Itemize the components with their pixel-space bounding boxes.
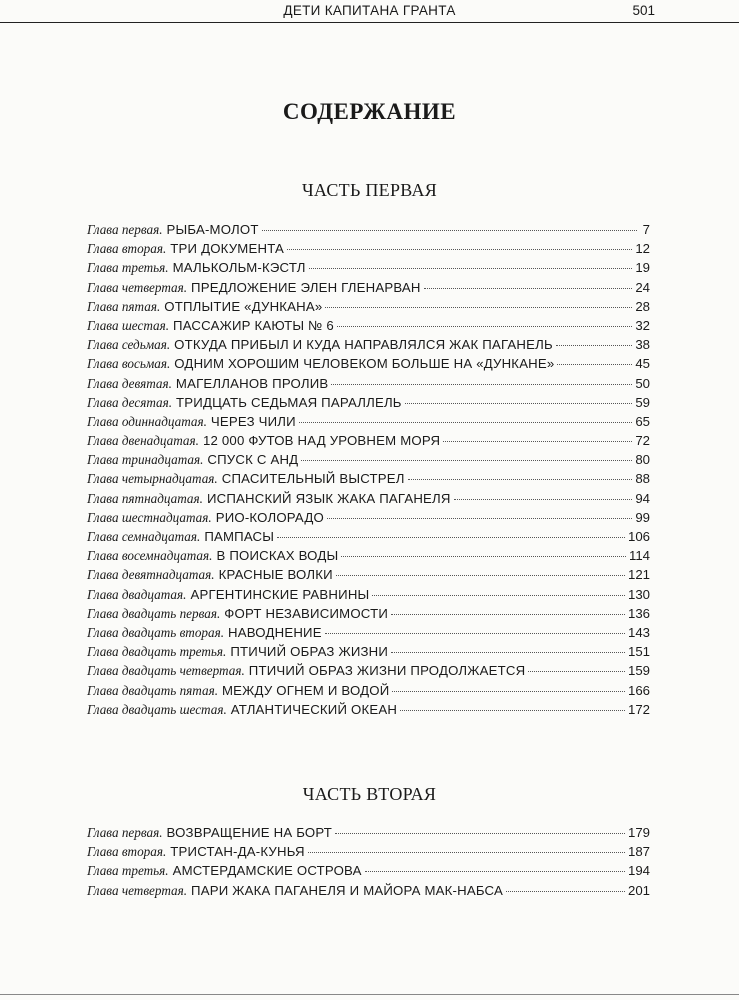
chapter-title: ОТПЛЫТИЕ «ДУНКАНА»	[164, 298, 323, 314]
chapter-page-number: 88	[635, 471, 650, 487]
chapter-label: Глава восьмая.	[87, 356, 171, 372]
toc-entry	[87, 700, 650, 719]
chapter-title: ТРИДЦАТЬ СЕДЬМАЯ ПАРАЛЛЕЛЬ	[176, 394, 402, 410]
dot-leader	[528, 671, 625, 672]
chapter-page-number: 136	[627, 605, 650, 621]
dot-leader	[308, 852, 625, 853]
chapter-label: Глава двадцать вторая.	[87, 624, 225, 640]
chapter-page-number: 179	[627, 825, 650, 840]
chapter-label: Глава десятая.	[87, 394, 173, 410]
chapter-title: АМСТЕРДАМСКИЕ ОСТРОВА	[172, 863, 362, 879]
chapter-label: Глава тринадцатая.	[87, 452, 204, 468]
chapter-title: ФОРТ НЕЗАВИСИМОСТИ	[224, 605, 389, 621]
dot-leader	[337, 326, 632, 327]
contents-title: СОДЕРЖАНИЕ	[282, 99, 457, 124]
chapter-title: ПАССАЖИР КАЮТЫ № 6	[173, 317, 334, 333]
toc-entry	[87, 335, 650, 354]
chapter-page-number: 24	[635, 279, 650, 295]
chapter-page-number: 187	[627, 844, 650, 860]
chapter-title: ТРИ ДОКУМЕНТА	[170, 241, 285, 257]
chapter-label: Глава девятнадцатая.	[87, 567, 215, 583]
chapter-label: Глава двадцать пятая.	[87, 682, 218, 698]
chapter-title: В ПОИСКАХ ВОДЫ	[216, 548, 339, 564]
chapter-page-number: 99	[635, 509, 650, 525]
toc-entry	[87, 881, 650, 900]
chapter-label: Глава вторая.	[87, 844, 167, 860]
toc-entry	[87, 527, 650, 546]
chapter-label: Глава четырнадцатая.	[87, 471, 218, 487]
chapter-label: Глава восемнадцатая.	[87, 548, 213, 564]
chapter-label: Глава одиннадцатая.	[87, 413, 207, 429]
toc-entry	[87, 623, 650, 642]
dot-leader	[287, 249, 632, 250]
dot-leader	[325, 307, 632, 308]
dot-leader	[408, 479, 633, 480]
dot-leader	[400, 710, 625, 711]
toc-entry	[87, 661, 650, 680]
chapter-page-number: 32	[635, 317, 650, 333]
chapter-title: СПУСК С АНД	[207, 452, 299, 468]
toc-entry	[87, 316, 650, 335]
chapter-page-number: 80	[635, 452, 650, 468]
chapter-page-number: 106	[627, 529, 650, 544]
chapter-page-number: 201	[627, 882, 650, 898]
toc-entry	[87, 842, 650, 861]
chapter-title: РИО-КОЛОРАДО	[215, 509, 324, 525]
toc-entry	[87, 861, 650, 880]
chapter-title: СПАСИТЕЛЬНЫЙ ВЫСТРЕЛ	[221, 471, 405, 487]
chapter-title: МЕЖДУ ОГНЕМ И ВОДОЙ	[222, 682, 390, 698]
chapter-label: Глава первая.	[87, 825, 163, 840]
chapter-label: Глава двадцать первая.	[87, 605, 221, 621]
chapter-title: РЫБА-МОЛОТ	[166, 222, 259, 237]
dot-leader	[391, 614, 625, 615]
running-header	[0, 0, 739, 23]
chapter-label: Глава четвертая.	[87, 882, 188, 898]
chapter-title: ОТКУДА ПРИБЫЛ И КУДА НАПРАВЛЯЛСЯ ЖАК ПАГАНЕЛЬ	[174, 337, 553, 353]
bottom-rule	[0, 994, 739, 995]
dot-leader	[365, 871, 625, 872]
running-title: ДЕТИ КАПИТАНА ГРАНТА	[283, 3, 456, 18]
toc-entry	[87, 642, 650, 661]
dot-leader	[424, 288, 633, 289]
toc-entry	[87, 374, 650, 393]
toc-entry	[87, 823, 650, 842]
dot-leader	[325, 633, 625, 634]
part-one-title: ЧАСТЬ ПЕРВАЯ	[301, 180, 438, 200]
toc-entry	[87, 546, 650, 565]
chapter-title: ОДНИМ ХОРОШИМ ЧЕЛОВЕКОМ БОЛЬШЕ НА «ДУНКАНЕ»	[174, 356, 555, 372]
chapter-label: Глава двенадцатая.	[87, 433, 199, 449]
dot-leader	[556, 345, 632, 346]
chapter-label: Глава девятая.	[87, 375, 172, 391]
toc-entry	[87, 469, 650, 488]
chapter-page-number: 159	[627, 663, 650, 679]
dot-leader	[506, 891, 625, 892]
chapter-page-number: 114	[628, 548, 650, 564]
dot-leader	[391, 652, 625, 653]
dot-leader	[309, 268, 633, 269]
chapter-page-number: 59	[635, 394, 650, 410]
chapter-title: АТЛАНТИЧЕСКИЙ ОКЕАН	[230, 701, 398, 717]
dot-leader	[335, 833, 625, 834]
chapter-title: ПАРИ ЖАКА ПАГАНЕЛЯ И МАЙОРА МАК-НАБСА	[191, 882, 503, 898]
chapter-title: ПТИЧИЙ ОБРАЗ ЖИЗНИ	[230, 644, 389, 660]
chapter-title: ВОЗВРАЩЕНИЕ НА БОРТ	[166, 825, 333, 840]
toc-list-part-two	[87, 823, 650, 900]
chapter-page-number: 50	[635, 375, 650, 391]
chapter-title: МАЛЬКОЛЬМ-КЭСТЛ	[172, 260, 306, 276]
toc-entry	[87, 220, 650, 239]
chapter-title: ПТИЧИЙ ОБРАЗ ЖИЗНИ ПРОДОЛЖАЕТСЯ	[248, 663, 526, 679]
toc-entry	[87, 412, 650, 431]
dot-leader	[392, 691, 625, 692]
dot-leader	[331, 384, 632, 385]
chapter-page-number: 143	[627, 624, 650, 640]
chapter-label: Глава семнадцатая.	[87, 529, 201, 544]
dot-leader	[443, 441, 632, 442]
dot-leader	[341, 556, 626, 557]
chapter-page-number: 65	[635, 413, 650, 429]
chapter-page-number: 151	[627, 644, 650, 660]
toc-entry	[87, 681, 650, 700]
dot-leader	[454, 499, 633, 500]
chapter-page-number: 28	[635, 298, 650, 314]
chapter-label: Глава третья.	[87, 863, 169, 879]
chapter-page-number: 38	[635, 337, 650, 353]
chapter-page-number: 12	[635, 241, 650, 257]
dot-leader	[405, 403, 633, 404]
chapter-label: Глава первая.	[87, 222, 163, 237]
dot-leader	[336, 575, 625, 576]
toc-entry	[87, 431, 650, 450]
chapter-title: АРГЕНТИНСКИЕ РАВНИНЫ	[190, 586, 370, 602]
chapter-title: 12 000 ФУТОВ НАД УРОВНЕМ МОРЯ	[202, 433, 441, 449]
chapter-title: МАГЕЛЛАНОВ ПРОЛИВ	[175, 375, 329, 391]
chapter-page-number: 172	[627, 701, 650, 717]
chapter-page-number: 45	[635, 356, 650, 372]
toc-entry	[87, 239, 650, 258]
chapter-title: ПАМПАСЫ	[204, 529, 275, 544]
toc-entry	[87, 354, 650, 373]
chapter-title: ПРЕДЛОЖЕНИЕ ЭЛЕН ГЛЕНАРВАН	[191, 279, 421, 295]
toc-entry	[87, 585, 650, 604]
toc-entry	[87, 508, 650, 527]
chapter-page-number: 194	[627, 863, 650, 879]
chapter-page-number: 7	[642, 222, 650, 237]
dot-leader	[277, 537, 625, 538]
toc-list-part-one	[87, 220, 650, 719]
chapter-title: ИСПАНСКИЙ ЯЗЫК ЖАКА ПАГАНЕЛЯ	[206, 490, 451, 506]
chapter-label: Глава двадцать шестая.	[87, 701, 227, 717]
chapter-label: Глава пятнадцатая.	[87, 490, 203, 506]
toc-entry	[87, 258, 650, 277]
chapter-page-number: 19	[635, 260, 650, 276]
chapter-label: Глава седьмая.	[87, 337, 171, 353]
toc-entry	[87, 489, 650, 508]
dot-leader	[262, 230, 637, 231]
chapter-label: Глава четвертая.	[87, 279, 188, 295]
dot-leader	[372, 595, 625, 596]
chapter-label: Глава шестая.	[87, 317, 170, 333]
chapter-label: Глава двадцать третья.	[87, 644, 227, 660]
chapter-page-number: 121	[627, 567, 650, 583]
chapter-page-number: 72	[635, 433, 650, 449]
toc-entry	[87, 297, 650, 316]
chapter-label: Глава двадцать четвертая.	[87, 663, 245, 679]
toc-entry	[87, 393, 650, 412]
chapter-title: КРАСНЫЕ ВОЛКИ	[218, 567, 333, 583]
chapter-label: Глава третья.	[87, 260, 169, 276]
chapter-page-number: 166	[627, 682, 650, 698]
chapter-label: Глава пятая.	[87, 298, 161, 314]
dot-leader	[327, 518, 632, 519]
dot-leader	[301, 460, 632, 461]
dot-leader	[299, 422, 632, 423]
dot-leader	[557, 364, 632, 365]
toc-entry	[87, 565, 650, 584]
toc-entry	[87, 278, 650, 297]
chapter-page-number: 94	[635, 490, 650, 506]
chapter-title: ЧЕРЕЗ ЧИЛИ	[210, 413, 296, 429]
chapter-title: ТРИСТАН-ДА-КУНЬЯ	[170, 844, 305, 860]
chapter-title: НАВОДНЕНИЕ	[228, 624, 322, 640]
chapter-label: Глава шестнадцатая.	[87, 509, 212, 525]
toc-entry	[87, 450, 650, 469]
chapter-label: Глава вторая.	[87, 241, 167, 257]
page-number: 501	[632, 3, 655, 18]
chapter-page-number: 130	[627, 586, 650, 602]
toc-entry	[87, 604, 650, 623]
part-two-title: ЧАСТЬ ВТОРАЯ	[302, 784, 437, 804]
chapter-label: Глава двадцатая.	[87, 586, 187, 602]
